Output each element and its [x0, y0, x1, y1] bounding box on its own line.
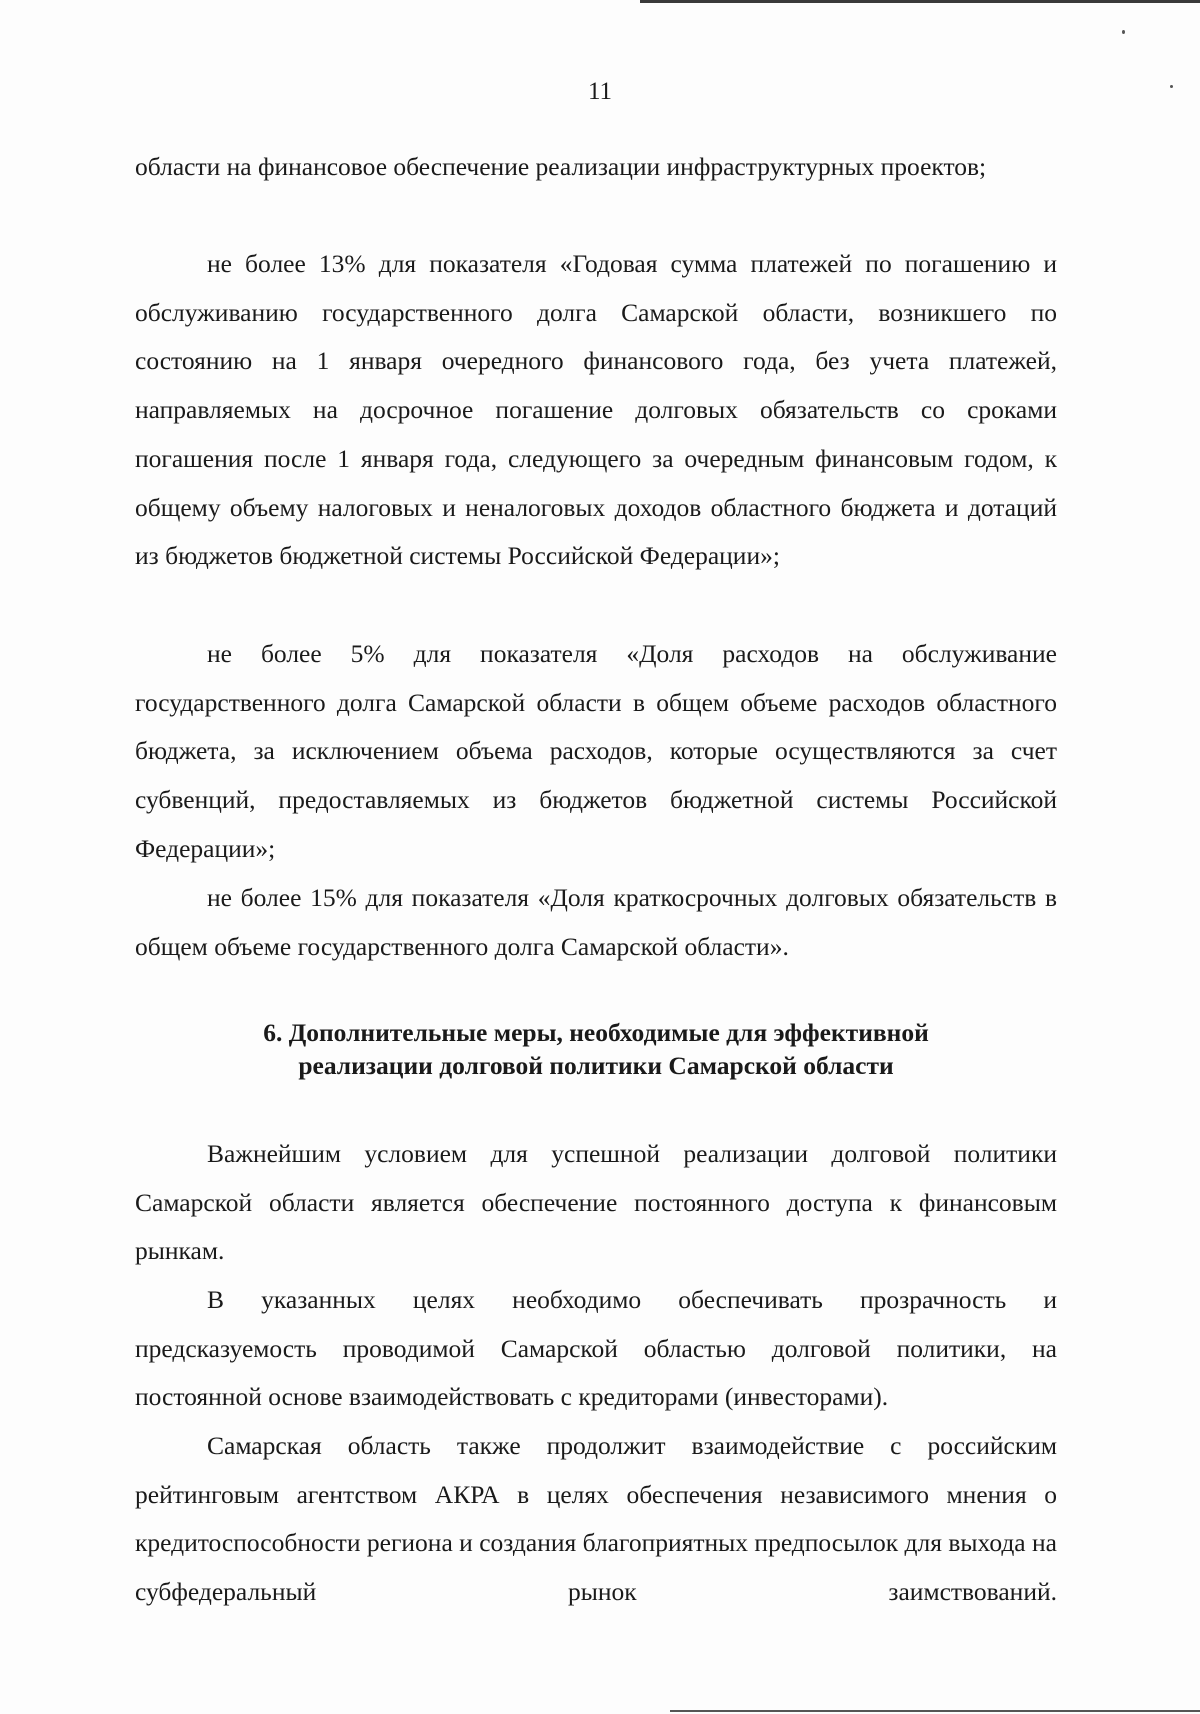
- bottom-border-line: [670, 1710, 1200, 1712]
- paragraph-transparency: В указанных целях необходимо обеспечивать прозрачность и предсказуемость проводимой Самарской областью долговой политики, на постоянной основе взаимодействовать с кредиторами (инвесторами).: [135, 1285, 1057, 1412]
- paragraph-short-term-debt-indicator: не более 15% для показателя «Доля краткосрочных долговых обязательств в общем объеме государственного долга Самарской области».: [135, 883, 1057, 961]
- section-heading: [135, 1016, 1057, 1082]
- paragraph-rating-agency: Самарская область также продолжит взаимодействие с российским рейтинговым агентством АКРА в целях обеспечения независимого мнения о кредитоспособности региона и создания благоприятных предпосылок для выхода на субфедеральный рынок заимствований.: [135, 1431, 1057, 1607]
- scan-speck: [1122, 30, 1125, 34]
- page-number: 11: [587, 78, 613, 105]
- paragraph-debt-service-indicator: не более 5% для показателя «Доля расходов на обслуживание государственного долга Самарской области в общем объеме расходов областного бюджета, за исключением объема расходов, которые осуществляются за счет субвенций, предоставляемых из бюджетов бюджетной системы Российской Федерации»;: [135, 639, 1057, 863]
- paragraph-debt-payments-indicator: не более 13% для показателя «Годовая сумма платежей по погашению и обслуживанию государственного долга Самарской области, возникшего по состоянию на 1 января очередного финансового года, без учета платежей, направляемых на досрочное погашение долговых обязательств со сроками погашения после 1 января года, следующего за очередным финансовым годом, к общему объему налоговых и неналоговых доходов областного бюджета и дотаций из бюджетов бюджетной системы Российской Федерации»;: [135, 249, 1057, 571]
- paragraph-continuation: области на финансовое обеспечение реализации инфраструктурных проектов;: [135, 152, 987, 181]
- top-border-line: [640, 0, 1200, 3]
- section-heading-line-2: реализации долговой политики Самарской области: [298, 1051, 894, 1080]
- paragraph-market-access: Важнейшим условием для успешной реализации долговой политики Самарской области является обеспечение постоянного доступа к финансовым рынкам.: [135, 1139, 1057, 1266]
- section-heading-line-1: 6. Дополнительные меры, необходимые для эффективной: [263, 1018, 929, 1047]
- scan-speck: [1170, 85, 1173, 88]
